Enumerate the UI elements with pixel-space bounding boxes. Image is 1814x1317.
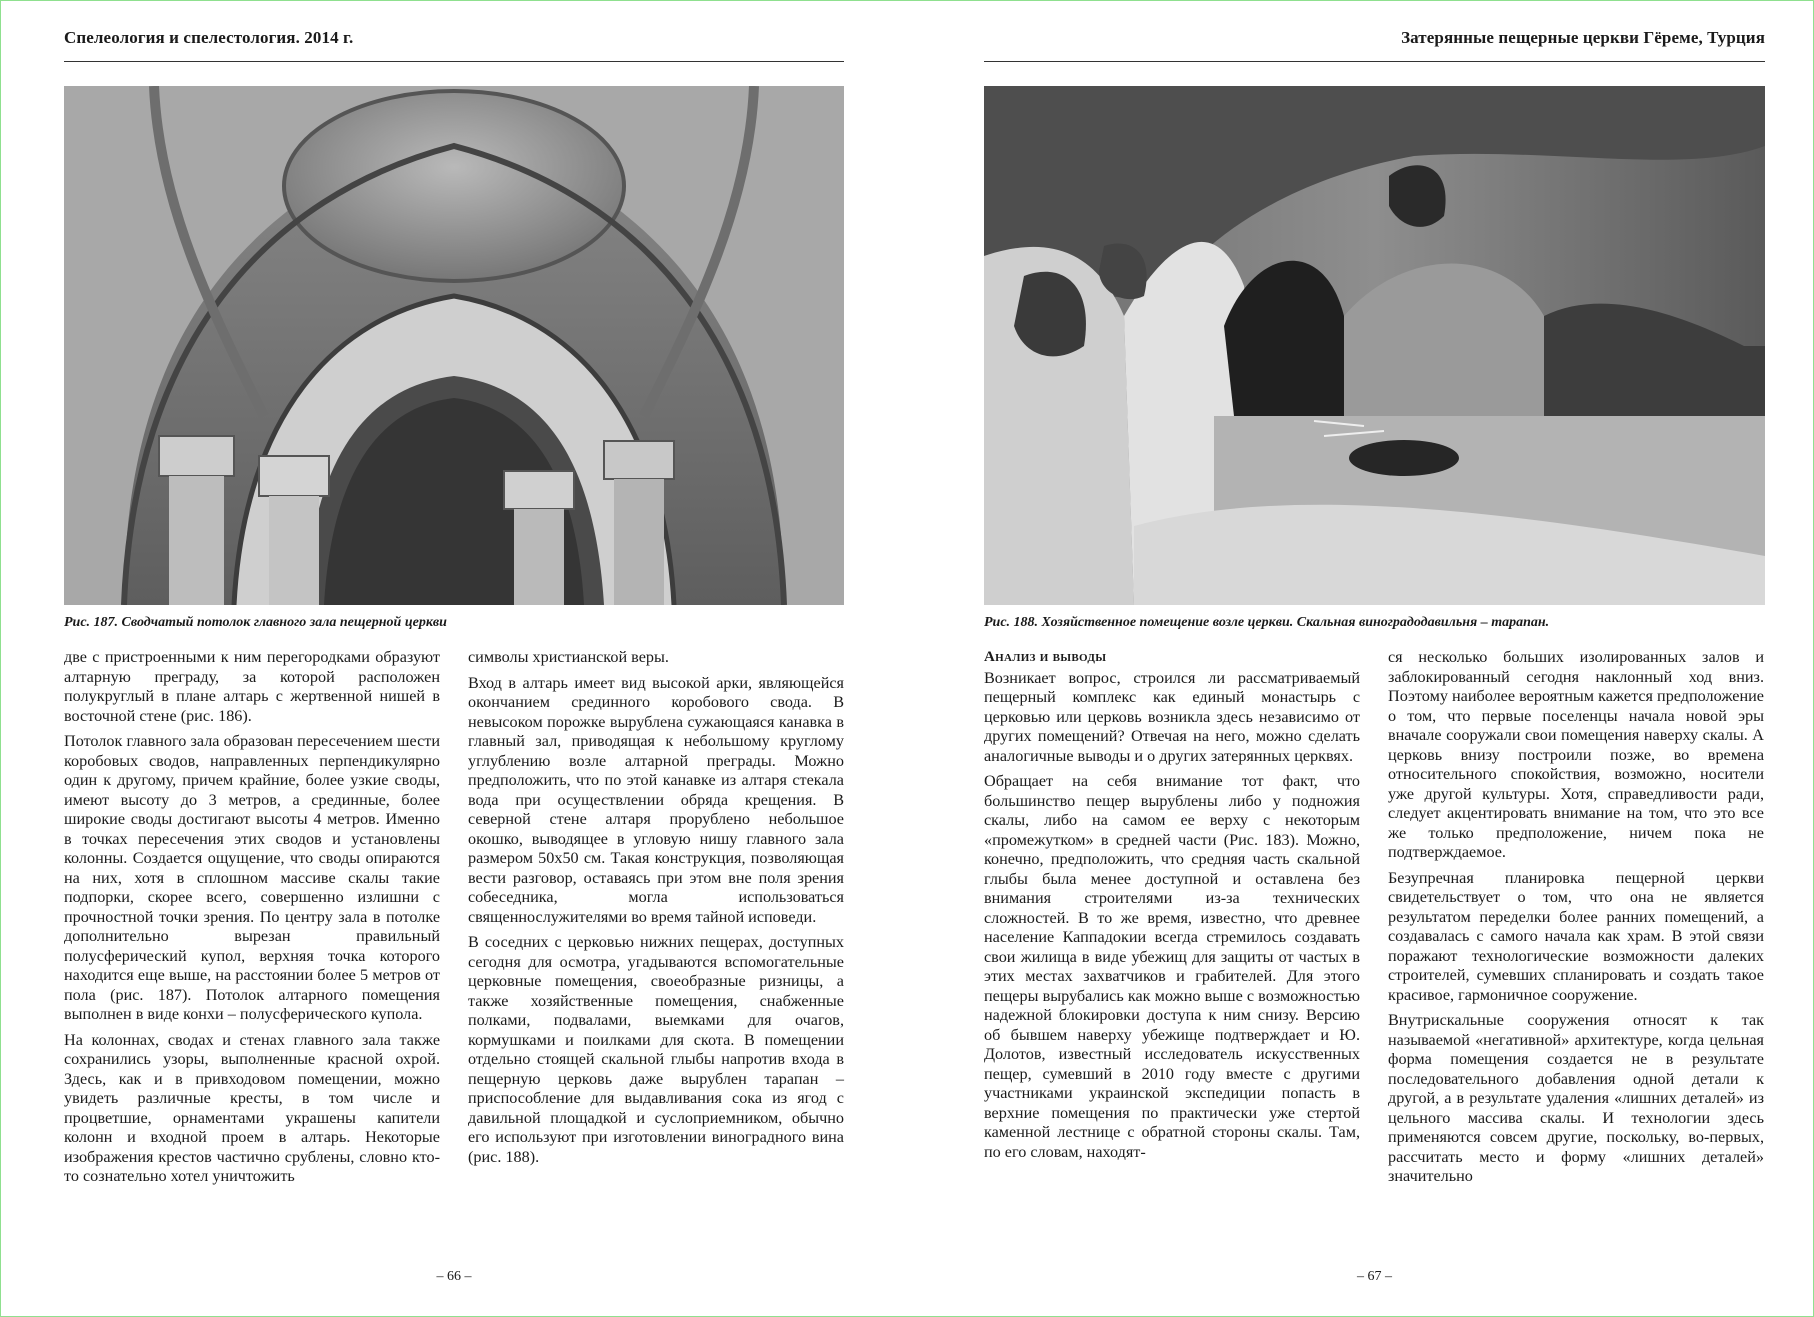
text-column-2 — [1388, 648, 1764, 1193]
paragraph: Безупречная планировка пещерной церкви свидетельствует о том, что она не является результатом переделки более ранних помещений, а создавалась с самого начала как храм. В этой связи поражают технологические возможности далеких строителей, сумевших спланировать и создать такое красивое, гармоничное сооружение. — [1388, 868, 1764, 1004]
paragraph: В соседних с церковью нижних пещерах, доступных сегодня для осмотра, угадываются вспомогательные церковные помещения, своеобразные ризницы, а также хозяйственные помещения, снабженные полками, подвалами, выемками для очагов, кормушками и поилками для скота. В помещении отдельно стоящей скальной глыбы напротив входа в пещерную церковь даже вырублен тарапан – приспособление для выдавливания сока из ягод с давильной площадкой и суслоприемником, обычно его используют при изготовлении виноградного вина (рис. 188). — [468, 933, 844, 1166]
running-head-right: Затерянные пещерные церкви Гёреме, Турция — [1401, 28, 1765, 47]
text-column-2 — [468, 648, 844, 1173]
page-number-right: – 67 – — [1357, 1269, 1392, 1284]
vaulted-ceiling-illustration — [64, 86, 844, 605]
header-rule — [984, 61, 1765, 62]
text-column-1 — [984, 648, 1360, 1168]
section-heading: Анализ и выводы — [984, 649, 1107, 665]
paragraph: символы христианской веры. — [468, 648, 669, 666]
body-text-left — [64, 648, 844, 1263]
paragraph: Потолок главного зала образован пересечением шести коробовых сводов, направленных перпендикулярно один к другому, причем крайние, более узкие своды, имеют высоту до 3 метров, а срединные, более широкие своды достигают высоты 4 метров. Именно в точках пересечения этих сводов и установлены колонны. Создается ощущение, что своды опираются на них, хотя в сплошном массиве скалы такие подпорки, скорее всего, совершенно излишни с прочностной точки зрения. По центру зала в потолке дополнительно вырезан правильный полусферический купол, верхняя точка которого находится еще выше, на расстоянии более 5 метров от пола (рис. 187). Потолок алтарного помещения выполнен в виде конхи – полусферического купола. — [64, 732, 440, 1023]
paragraph: Вход в алтарь имеет вид высокой арки, являющейся окончанием срединного коробового свода. В невысоком порожке вырублена сужающаяся канавка в главный зал, приводящая к небольшому круглому углублению возле алтарной преграды. Можно предположить, что по этой канавке из алтаря стекала вода при осуществлении обряда крещения. В северной стене алтаря прорублено небольшое окошко, выводящее в угловую нишу главного зала размером 50х50 см. Такая конструкция, позволяющая вести разговор, оставаясь при этом вне поля зрения собеседника, могла использоваться священнослужителями во время тайной исповеди. — [468, 673, 844, 926]
paragraph: Обращает на себя внимание тот факт, что большинство пещер вырублены либо у подножия скалы, либо на самом ее верху с некоторым «промежутком» в средней части (Рис. 183). Можно, конечно, предположить, что средняя часть скальной глыбы была менее доступной и оставлена без внимания строителями из-за технических сложностей. В то же время, известно, что древнее население Каппадокии всегда стремилось создавать свои жилища в виде убежищ для защиты от частых в этих местах захватчиков и грабителей. Для этого пещеры вырубались как можно выше с возможностью надежной блокировки доступа к ним снизу. Версию об бывшем наверху убежище подтверждает и Ю. Долотов, известный исследователь искусственных пещер, сумевший в 2010 году вместе с другими участниками украинской экспедиции попасть в верхние помещения по практически уже стертой каменной лестнице с обратной стороны скалы. Там, по его словам, находят- — [984, 772, 1360, 1161]
page-left — [64, 0, 844, 1317]
paragraph: Внутрискальные сооружения относят к так называемой «негативной» архитектуре, когда цельная форма помещения создается не в результате последовательного добавления одной детали к другой, а в результате удаления «лишних деталей» из цельного массива скалы. И технологии здесь применяются совсем другие, поскольку, во-первых, рассчитать место и форму «лишних деталей» значительно — [1388, 1011, 1764, 1185]
paragraph: На колоннах, сводах и стенах главного зала также сохранились узоры, выполненные красной охрой. Здесь, как и в привходовом помещении, можно увидеть различные кресты, в том числе и процветшие, орнаментами украшены капители колонн и входной проем в алтарь. Некоторые изображения крестов частично срублены, словно кто-то сознательно хотел уничтожить — [64, 1030, 440, 1185]
paragraph: ся несколько больших изолированных залов и заблокированный сегодня наклонный ход вниз. Поэтому наиболее вероятным кажется предположение о том, что первые поселенцы начала новой эры вначале сооружали свои помещения наверху скалы. А церковь внизу построили позже, во времена относительного спокойствия, возможно, носители уже другой культуры. Хотя, справедливости ради, следует акцентировать внимание на том, что это все же только предположение, ничем пока не подтверждаемое. — [1388, 648, 1764, 861]
cave-room-illustration — [984, 86, 1765, 605]
figure-188-caption: Рис. 188. Хозяйственное помещение возле церкви. Скальная виноградодавильня – тарапан. — [984, 615, 1550, 630]
page-number-left: – 66 – — [436, 1269, 472, 1284]
running-head-left: Спелеология и спелестология. 2014 г. — [64, 28, 354, 47]
paragraph: две с пристроенными к ним перегородками образуют алтарную преграду, за которой расположен полукруглый в плане алтарь с жертвенной нишей в восточной стене (рис. 186). — [64, 648, 440, 725]
header-rule — [64, 61, 844, 62]
text-column-1 — [64, 648, 440, 1193]
paragraph: Возникает вопрос, строился ли рассматриваемый пещерный комплекс как единый монастырь с церковью или церковь возникла здесь независимо от других помещений? Отвечая на него, можно сделать аналогичные выводы и о других затерянных церквях. — [984, 668, 1360, 765]
body-text-right — [984, 648, 1765, 1263]
figure-188-photo — [984, 86, 1765, 605]
page-right — [984, 0, 1765, 1317]
figure-187-photo — [64, 86, 844, 605]
figure-187-caption: Рис. 187. Сводчатый потолок главного зала пещерной церкви — [64, 615, 447, 630]
